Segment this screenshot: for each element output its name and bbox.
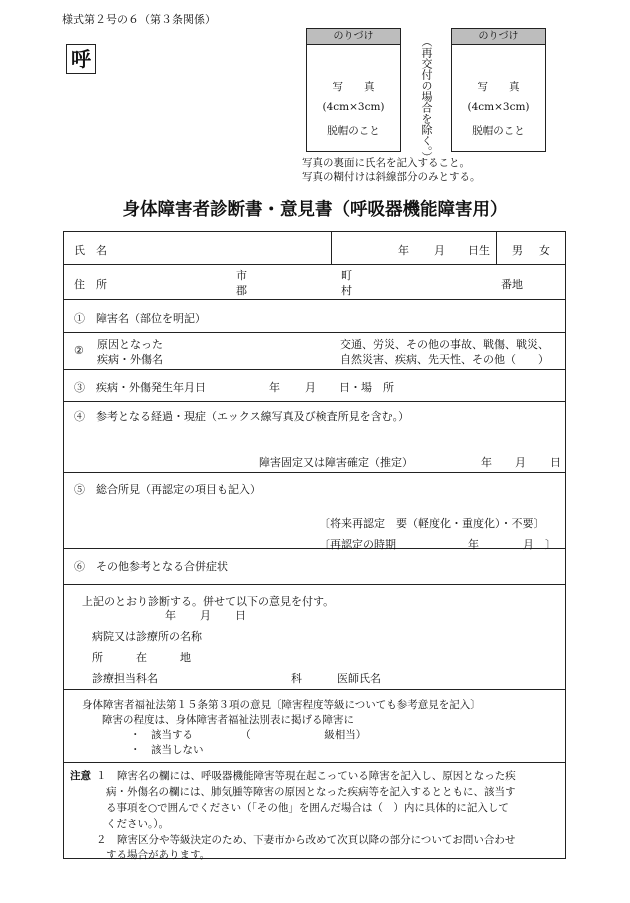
history-label: ④ 参考となる経過・現症（エックス線写真及び検査所見を含む。）: [74, 410, 410, 423]
photo-cap-note: 脱帽のこと: [327, 125, 380, 137]
department-ka: 科: [291, 672, 302, 685]
photo-label: 写 真: [332, 81, 375, 93]
photo-size: (4cm×3cm): [322, 101, 385, 113]
hospital-location-label: 所 在 地: [92, 651, 191, 664]
certificate-form: [63, 231, 566, 859]
form-number: 様式第２号の６（第３条関係）: [62, 13, 216, 26]
glue-label: のりづけ: [452, 29, 545, 45]
opinion-degree: 障害の程度は、身体障害者福祉法別表に掲げる障害に: [102, 714, 354, 726]
name-label: 氏 名: [74, 244, 107, 257]
fixed-date-label: 障害固定又は障害確定（推定）: [259, 456, 413, 469]
address-banchi: 番地: [501, 278, 523, 291]
opinion-applicable: ・ 該当する （ 級相当）: [130, 729, 367, 741]
note-1-line-1: １ 障害名の欄には、呼吸器機能障害等現在起こっている障害を記入し、原因となった疾: [96, 770, 516, 782]
note-2-line-1: ２ 障害区分や等級決定のため、下妻市から改めて次頁以降の部分についてお問い合わせ: [96, 834, 516, 846]
cause-label-1: 原因となった: [97, 338, 163, 351]
address-gun: 郡: [236, 284, 247, 297]
photo-note-1: 写真の裏面に氏名を記入すること。: [302, 157, 470, 169]
cause-options-2: 自然災害、疾病、先天性、その他（ ）: [340, 353, 549, 366]
photo-note-2: 写真の糊付けは斜線部分のみとする。: [302, 171, 481, 183]
notes-heading: 注意: [70, 770, 91, 782]
recertification-month: 月 〕: [523, 538, 556, 551]
opinion-heading: 身体障害者福祉法第１５条第３項の意見〔障害程度等級についても参考意見を記入〕: [82, 699, 481, 711]
recertification-need: 〔将来再認定 要（軽度化・重度化）・不要〕: [319, 517, 545, 530]
note-2-line-2: する場合があります。: [106, 849, 211, 861]
sex-male: 男: [512, 244, 523, 257]
doctor-name-label: 医師氏名: [337, 672, 381, 685]
onset-month: 月: [305, 381, 316, 394]
reissue-note: （再交付の場合を除く。）: [420, 36, 433, 163]
category-mark: 呼: [66, 44, 96, 74]
cause-number: ②: [74, 344, 84, 357]
diagnosis-statement: 上記のとおり診断する。併せて以下の意見を付す。: [82, 595, 335, 608]
hospital-name-label: 病院又は診療所の名称: [92, 630, 202, 643]
onset-year: 年: [269, 381, 280, 394]
onset-day-place: 日・場 所: [339, 381, 394, 394]
photo-box-1: [306, 28, 401, 152]
diagnosis-day: 日: [235, 609, 246, 622]
photo-box-2: [451, 28, 546, 152]
birth-month: 月: [434, 244, 445, 257]
onset-label: ③ 疾病・外傷発生年月日: [74, 381, 206, 394]
cause-label-2: 疾病・外傷名: [97, 353, 163, 366]
fixed-day: 日: [550, 456, 561, 469]
glue-label: のりづけ: [307, 29, 400, 45]
photo-label: 写 真: [477, 81, 520, 93]
department-label: 診療担当科名: [92, 672, 158, 685]
cause-options-1: 交通、労災、その他の事故、戦傷、戦災、: [340, 338, 549, 351]
note-1-line-4: ください。）。: [106, 818, 169, 830]
fixed-year: 年: [481, 456, 492, 469]
address-mura: 村: [341, 284, 352, 297]
disability-name-label: ① 障害名（部位を明記）: [74, 312, 206, 325]
opinion-not-applicable: ・ 該当しない: [130, 744, 204, 756]
address-machi: 町: [341, 269, 352, 282]
diagnosis-month: 月: [200, 609, 211, 622]
document-title: 身体障害者診断書・意見書（呼吸器機能障害用）: [122, 200, 508, 220]
fixed-month: 月: [515, 456, 526, 469]
sex-female: 女: [539, 244, 550, 257]
address-label: 住 所: [74, 278, 107, 291]
address-shi: 市: [236, 269, 247, 282]
birth-year: 年: [398, 244, 409, 257]
recertification-year: 年: [468, 538, 479, 551]
photo-cap-note: 脱帽のこと: [472, 125, 525, 137]
diagnosis-year: 年: [165, 609, 176, 622]
birth-day: 日生: [468, 244, 490, 257]
other-symptoms-label: ⑥ その他参考となる合併症状: [74, 560, 228, 573]
recertification-time: 〔再認定の時期: [319, 538, 396, 551]
findings-label: ⑤ 総合所見（再認定の項目も記入）: [74, 483, 261, 496]
photo-size: (4cm×3cm): [467, 101, 530, 113]
note-1-line-3: る事項を○で囲んでください（「その他」を囲んだ場合は（ ）内に具体的に記入して: [106, 802, 509, 814]
note-1-line-2: 病・外傷名の欄には、肺気腫等障害の原因となった疾病等を記入するとともに、該当す: [106, 786, 516, 798]
